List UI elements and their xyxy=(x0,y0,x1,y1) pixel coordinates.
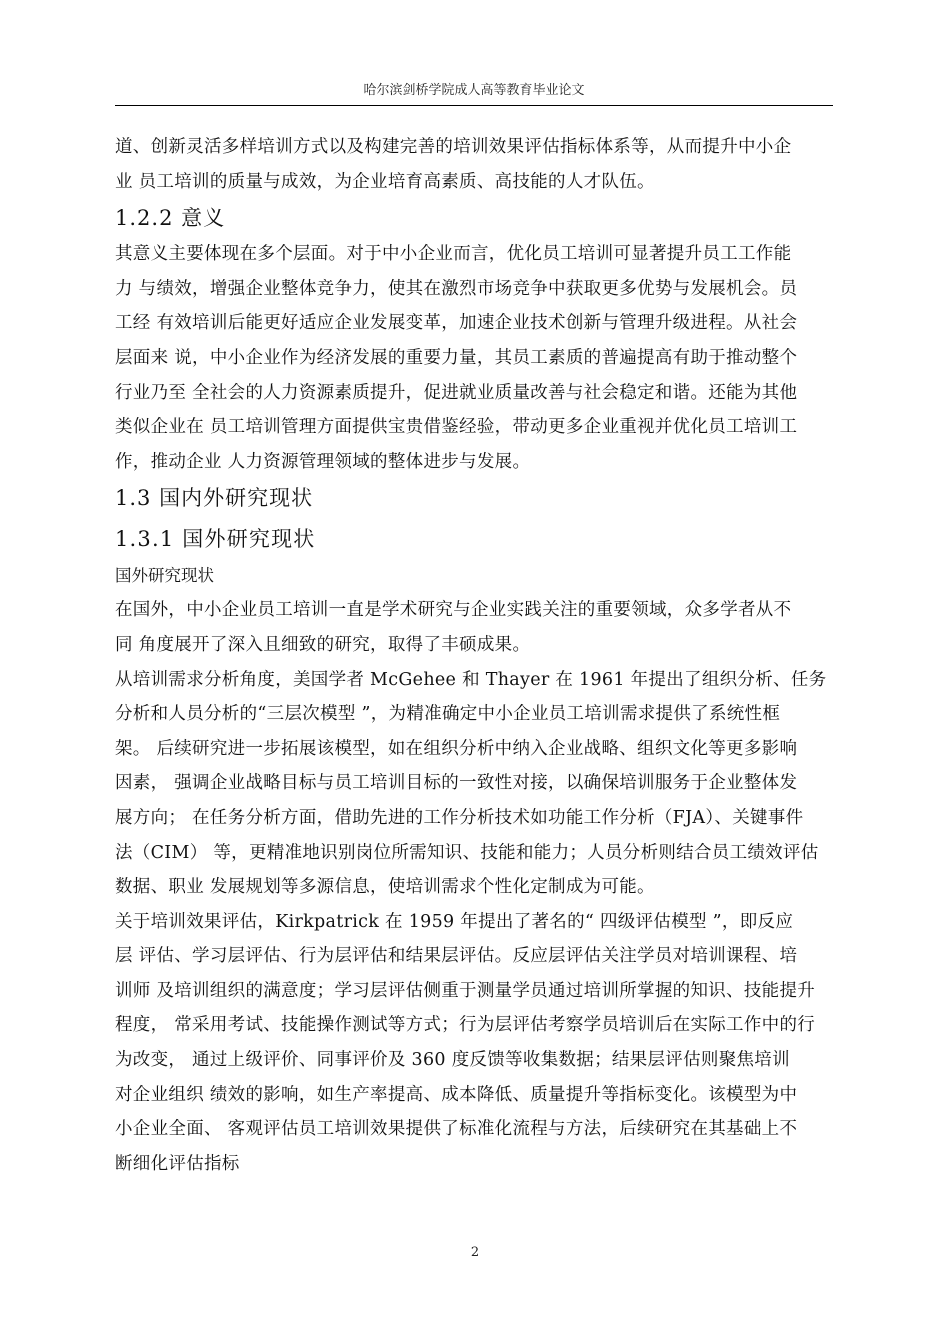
heading-1-3-1: 1.3.1 国外研究现状 xyxy=(115,527,316,552)
page-content xyxy=(115,130,860,1181)
text-line: 同 角度展开了深入且细致的研究，取得了丰硕成果。 xyxy=(115,634,531,655)
text-line: 法（CIM） 等，更精准地识别岗位所需知识、技能和能力；人员分析则结合员工绩效评估 xyxy=(115,842,819,863)
text-line: 数据、职业 发展规划等多源信息，使培训需求个性化定制成为可能。 xyxy=(115,877,655,898)
text-line: 架。 后续研究进一步拓展该模型，如在组织分析中纳入企业战略、组织文化等更多影响 xyxy=(115,738,798,759)
intro-paragraph xyxy=(115,130,860,199)
text-line: 业 员工培训的质量与成效，为企业培育高素质、高技能的人才队伍。 xyxy=(115,171,655,192)
text-line: 分析和人员分析的“三层次模型 ”，为精准确定中小企业员工培训需求提供了系统性框 xyxy=(115,704,781,725)
heading-1-2-2: 1.2.2 意义 xyxy=(115,206,226,231)
text-line: 训师 及培训组织的满意度；学习层评估侧重于测量学员通过培训所掌握的知识、技能提升 xyxy=(115,980,816,1001)
foreign-research-paragraph-3 xyxy=(115,905,860,1182)
foreign-research-paragraph-1 xyxy=(115,593,860,662)
text-line: 行业乃至 全社会的人力资源素质提升，促进就业质量改善与社会稳定和谐。还能为其他 xyxy=(115,382,798,403)
text-line: 关于培训效果评估，Kirkpatrick 在 1959 年提出了著名的“ 四级评估模型 ”，即反应 xyxy=(115,911,794,932)
text-line: 作，推动企业 人力资源管理领域的整体进步与发展。 xyxy=(115,451,531,472)
text-line: 从培训需求分析角度，美国学者 McGehee 和 Thayer 在 1961 年提出了组织分析、任务 xyxy=(115,669,827,690)
text-line: 程度， 常采用考试、技能操作测试等方式；行为层评估考察学员培训后在实际工作中的行 xyxy=(115,1015,816,1036)
text-line: 类似企业在 员工培训管理方面提供宝贵借鉴经验，带动更多企业重视并优化员工培训工 xyxy=(115,417,798,438)
text-line: 其意义主要体现在多个层面。对于中小企业而言，优化员工培训可显著提升员工工作能 xyxy=(115,244,792,265)
text-line: 道、创新灵活多样培训方式以及构建完善的培训效果评估指标体系等，从而提升中小企 xyxy=(115,137,792,157)
foreign-research-paragraph-2 xyxy=(115,663,860,905)
text-line: 对企业组织 绩效的影响，如生产率提高、成本降低、质量提升等指标变化。该模型为中 xyxy=(115,1084,798,1105)
text-line: 因素， 强调企业战略目标与员工培训目标的一致性对接，以确保培训服务于企业整体发 xyxy=(115,773,798,794)
page-number: 2 xyxy=(470,1245,480,1260)
text-line: 层 评估、学习层评估、行为层评估和结果层评估。反应层评估关注学员对培训课程、培 xyxy=(115,946,798,967)
text-line: 展方向； 在任务分析方面，借助先进的工作分析技术如功能工作分析（FJA）、关键事件 xyxy=(115,807,804,828)
running-header: 哈尔滨剑桥学院成人高等教育毕业论文 xyxy=(363,83,585,98)
subsection-label: 国外研究现状 xyxy=(115,566,214,586)
significance-paragraph xyxy=(115,237,860,479)
text-line: 断细化评估指标 xyxy=(115,1153,240,1174)
text-line: 为改变， 通过上级评价、同事评价及 360 度反馈等收集数据；结果层评估则聚焦培训 xyxy=(115,1050,790,1071)
text-line: 力 与绩效，增强企业整体竞争力，使其在激烈市场竞争中获取更多优势与发展机会。员 xyxy=(115,278,798,299)
heading-1-3: 1.3 国内外研究现状 xyxy=(115,486,314,511)
text-line: 在国外，中小企业员工培训一直是学术研究与企业实践关注的重要领域，众多学者从不 xyxy=(115,600,792,621)
text-line: 小企业全面、 客观评估员工培训效果提供了标准化流程与方法，后续研究在其基础上不 xyxy=(115,1119,798,1140)
header-divider xyxy=(115,105,833,106)
text-line: 层面来 说，中小企业作为经济发展的重要力量，其员工素质的普遍提高有助于推动整个 xyxy=(115,347,798,368)
text-line: 工经 有效培训后能更好适应企业发展变革，加速企业技术创新与管理升级进程。从社会 xyxy=(115,313,798,334)
